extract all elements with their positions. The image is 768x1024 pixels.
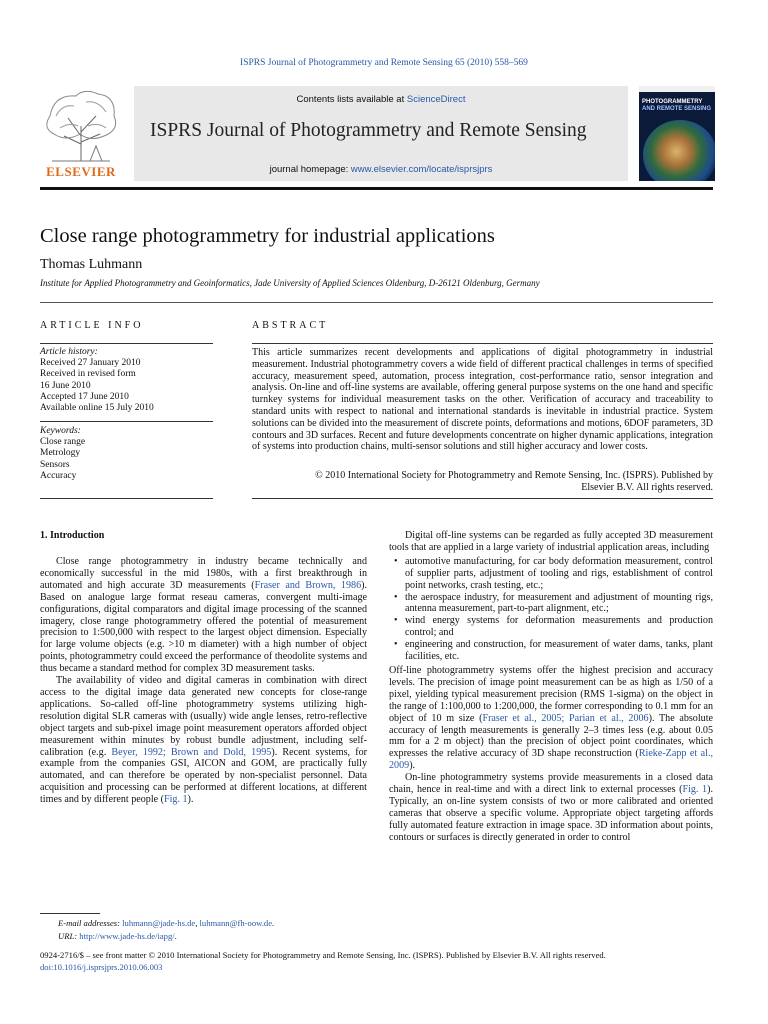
journal-cover-image [639,86,715,181]
citation-link[interactable]: Fraser et al., 2005; Parian et al., 2006 [482,712,649,724]
title-divider [40,302,713,303]
homepage-prefix: journal homepage: [269,164,351,175]
article-history [40,347,213,414]
history-item: Received in revised form [40,369,136,380]
article-info-heading: ARTICLE INFO [40,320,144,331]
abstract-copyright [252,470,713,494]
cover-title-line2: AND REMOTE SENSING [642,106,712,112]
text-span: ). [409,760,416,772]
journal-reference[interactable]: ISPRS Journal of Photogrammetry and Remote Sensing 65 (2010) 558–569 [240,58,528,68]
citation-link[interactable]: Rieke-Zapp et al., 2009 [389,748,713,772]
paragraph [389,772,713,843]
homepage-link[interactable]: www.elsevier.com/locate/isprsjprs [350,164,493,175]
figure-link[interactable]: Fig. 1 [163,794,188,806]
url-link[interactable]: http://www.jade-hs.de/iapg/ [79,930,175,941]
keywords-block [40,426,213,482]
cover-header-strip [639,86,715,92]
list-item [389,639,713,663]
email-end: . [272,918,275,928]
article-info-rule-bottom [40,498,213,499]
list-item [389,615,713,639]
url-label: URL: [58,930,78,941]
issn-line: 0924-2716/$ – see front matter © 2010 International Society for Photogrammetry and Remote Sensing, Inc. (ISPRS). Published by Elsevier B.V. All rights reserved. [40,950,606,960]
cover-globe-image [643,120,715,181]
paragraph [40,556,367,675]
paragraph [389,665,713,772]
article-affiliation: Institute for Applied Photogrammetry and Geoinformatics, Jade University of Applied Sciences Oldenburg, D-26121 Oldenburg, Germany [40,278,540,288]
bullet-icon: • [394,555,398,567]
doi-link[interactable]: doi:10.1016/j.isprsjprs.2010.06.003 [40,961,163,972]
footnote-rule [40,913,100,914]
email-footnote [40,917,274,930]
email-separator: , [195,918,200,928]
keyword-item: Close range [40,437,86,448]
contents-prefix: Contents lists available at [296,94,407,105]
text-span: ). The absolute accuracy of length measurements is generally 2–3 times less (e.g. about 0.05 mm for a 2 m object) than the precision of object point coordinates, which expresses the relative accuracy of 3D shape reconstruction ( [389,712,713,760]
text-span: ). Based on analogue large format reseau cameras, convergent multi-image configurations, digital comparators and digital image processing of the scanned imagery, close range photogrammetry offered the potential of measurement precision to 1:500,000 with respect to the largest object dimension. Especially for large volume objects (e.g. >10 m diameter) with a high number of object points, photogrammetry could exceed the performance of theodolite systems and thus became a standard method for complex 3D measurement tasks. [40,579,368,675]
paragraph [40,675,367,806]
figure-link[interactable]: Fig. 1 [682,784,708,796]
abstract-heading: ABSTRACT [252,320,329,331]
list-item-text: wind energy systems for deformation measurements and production control; and [405,615,713,639]
email-label: E-mail addresses: [58,918,120,928]
list-item [389,556,713,592]
citation-link[interactable]: Beyer, 1992; Brown and Dold, 1995 [111,746,272,758]
history-item: Received 27 January 2010 [40,358,141,369]
text-span: ). Recent systems, for example from the companies GSI, AICON and GOM, are practically fully automated, and can therefore be operated by non-specialist personnel. Data acquisition and processing can be performed at different locations, at different times and by different people ( [40,746,367,806]
email-link[interactable]: luhmann@jade-hs.de [122,918,196,928]
keywords-label: Keywords: [40,426,81,436]
sciencedirect-link[interactable]: ScienceDirect [406,94,466,105]
bullet-icon: • [394,639,398,651]
text-span: ). Typically, an on-line system consists of two or more calibrated and oriented cameras that observe a specific volume. Appropriate object targeting affords fully automated feature extraction in image space. 3D information about points, contours or surfaces is directly generated in order to control [389,784,713,843]
abstract-text: This article summarizes recent developments and applications of digital photogrammetry in industrial measurement. Industrial photogrammetry covers a wide field of different practical challenges in terms of specified accuracy, measurement speed, automation, process integration, cost-performance ratio, sensor integration and analysis. On-line and off-line systems are available, offering general purpose systems on the one hand and specific turnkey systems for individual measurement tasks on the other. Verification of accuracy and traceability to standard units with respect to national and international standards is inevitable in industrial practice. System solutions can be divided into the measurement of discrete points, deformations and motions, 6DOF parameters, 3D contours and 3D surfaces. Recent and future developments concentrate on higher dynamic applications, integration of systems into production chains, multi-sensor solutions and still higher accuracy and lower costs. [252,347,713,453]
bullet-icon: • [394,615,398,627]
header-divider [40,187,713,190]
text-span: The availability of video and digital cameras in combination with direct access to the digital image data generated new concepts for close-range applications. So-called off-line photogrammetry systems utilizing high-resolution digital SLR cameras with (usually) wide angle lenses, retro-reflective object targets and sub-pixel image point measurement operators afforded object measurement within minutes by robust bundle adjustment, including self-calibration (e.g. [40,675,367,758]
url-end: . [174,930,177,941]
body-column-left [40,556,367,806]
keyword-item: Sensors [40,459,70,470]
abstract-rule-top [252,343,713,344]
copyright-line1: © 2010 International Society for Photogrammetry and Remote Sensing, Inc. (ISPRS). Published by [315,470,713,481]
contents-available-line [134,94,628,105]
elsevier-logo-text: ELSEVIER [46,164,116,179]
list-item-text: automotive manufacturing, for car body deformation measurement, control of supplier parts, adjustment of tooling and rigs, establishment of control point networks, crash testing, etc.; [405,555,713,591]
history-item: 16 June 2010 [40,380,91,391]
history-item: Available online 15 July 2010 [40,403,154,414]
paragraph: Digital off-line systems can be regarded as fully accepted 3D measurement tools that are applied in a large variety of industrial application areas, including [389,530,713,553]
bullet-icon: • [394,591,398,603]
keyword-item: Metrology [40,448,81,459]
list-item [389,592,713,616]
url-footnote [40,930,274,943]
front-matter-footer [40,950,606,973]
history-item: Accepted 17 June 2010 [40,391,129,402]
article-info-rule-mid [40,421,213,422]
text-span: ). [187,794,194,806]
keyword-item: Accuracy [40,470,77,481]
journal-homepage-line [134,164,628,175]
cover-title-line1: PHOTOGRAMMETRY [642,99,703,105]
text-span: Close range photogrammetry in industry became technically and economically successful in the mid 1980s, with a first breakthrough in automated and high accurate 3D measurements ( [40,556,367,591]
text-span: On-line photogrammetry systems provide measurements in a closed data chain, hence in real-time and with a direct link to external processes ( [389,772,713,796]
text-span: Off-line photogrammetry systems offer the highest precision and accuracy levels. The precision of image point measurement can be as high as 1/50 of a pixel, yielding typical measurement precision (RMS 1-sigma) on the object in the range of 1:100,000 to 1:200,000, the former corresponding to 0.1 mm for an object of 10 m size ( [389,664,713,724]
body-column-right [389,530,713,844]
article-info-rule-top [40,343,213,344]
article-history-label: Article history: [40,347,98,357]
citation-link[interactable]: Fraser and Brown, 1986 [254,579,362,591]
copyright-line2: Elsevier B.V. All rights reserved. [581,481,713,493]
article-author: Thomas Luhmann [40,257,143,272]
section-heading-introduction: 1. Introduction [40,530,105,541]
footnotes [40,917,274,942]
list-item-text: engineering and construction, for measurement of water dams, tanks, plant facilities, etc. [405,639,713,663]
application-list [389,556,713,663]
email-link[interactable]: luhmann@fh-oow.de [199,918,273,928]
abstract-rule-bottom [252,498,713,499]
article-title: Close range photogrammetry for industrial applications [40,225,495,247]
journal-title: ISPRS Journal of Photogrammetry and Remote Sensing [150,120,587,141]
list-item-text: the aerospace industry, for measurement and adjustment of mounting rigs, antenna measurement, part-to-part alignment, etc.; [405,591,713,615]
